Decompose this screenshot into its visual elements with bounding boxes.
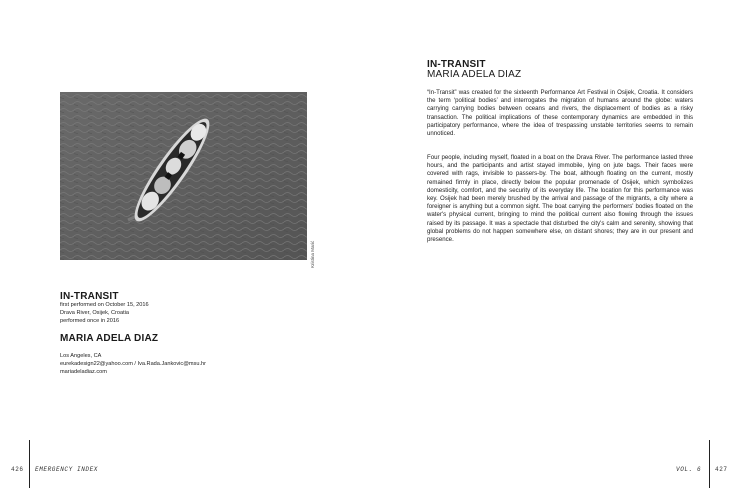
- artist-contact: [60, 352, 206, 376]
- first-performed: first performed on October 15, 2016: [60, 302, 149, 308]
- artist-city: Los Angeles, CA: [60, 353, 102, 359]
- photo-credit: [310, 228, 318, 268]
- artist-name: MARIA ADELA DIAZ: [60, 333, 159, 344]
- right-work-title: IN-TRANSIT: [427, 59, 486, 70]
- performance-location: Drava River, Osijek, Croatia: [60, 310, 130, 316]
- right-page-number: 427: [715, 466, 728, 473]
- left-page-number: 426: [11, 466, 24, 473]
- performance-details: [60, 301, 149, 325]
- artist-emails: eurekadesign22@yahoo.com / Iva.Rada.Jankovic@msu.hr: [60, 361, 206, 367]
- body-paragraph-2: Four people, including myself, floated in a boat on the Drava River. The performance lasted three hours, and the participants and artist stayed immobile, lying on jute bags. Their faces were covered with rags, invisible to passers-by. The boat, although floating on the current, mostly remained firmly in place, directly below the popular promenade of Osijek, which symbolizes domesticity, comfort, and the security of its everyday life. The location for this performance was key. Osijek had been merely brushed by the arrival and passage of the migrants, a city where a foreigner is anything but a common sight. The boat carrying the performers' bodies floated on the water's physical current, bringing to mind the political current also flowing through the issues raised by its passage. It was a spectacle that disturbed the city's calm and serenity, showing that global problems do not happen somewhere else, on distant shores; they are in our present and presence.: [427, 154, 693, 244]
- left-footer-rule: [29, 440, 30, 488]
- publication-name: EMERGENCY INDEX: [35, 466, 99, 473]
- body-paragraph-1: “In-Transit” was created for the sixteenth Performance Art Festival in Osijek, Croatia. It considers the term ‘political bodies’ and interrogates the migration of humans around the globe: waters carrying carrying bodies between oceans and rivers, the displacement of bodies as a risky transaction. The political implications of these contemporary dynamics are embedded in this participatory performance, where the idea of trespassing unstable territories seems to remain unnoticed.: [427, 89, 693, 138]
- performance-count: performed once in 2016: [60, 318, 120, 324]
- artist-website: mariadeladiaz.com: [60, 369, 107, 375]
- performance-photo: [60, 92, 307, 260]
- volume-label: VOL. 6: [676, 466, 702, 473]
- right-artist-name: MARIA ADELA DIAZ: [427, 69, 522, 80]
- photo-credit-text: Kristina Marić: [310, 240, 315, 268]
- right-footer-rule: [709, 440, 710, 488]
- work-title: IN-TRANSIT: [60, 291, 119, 302]
